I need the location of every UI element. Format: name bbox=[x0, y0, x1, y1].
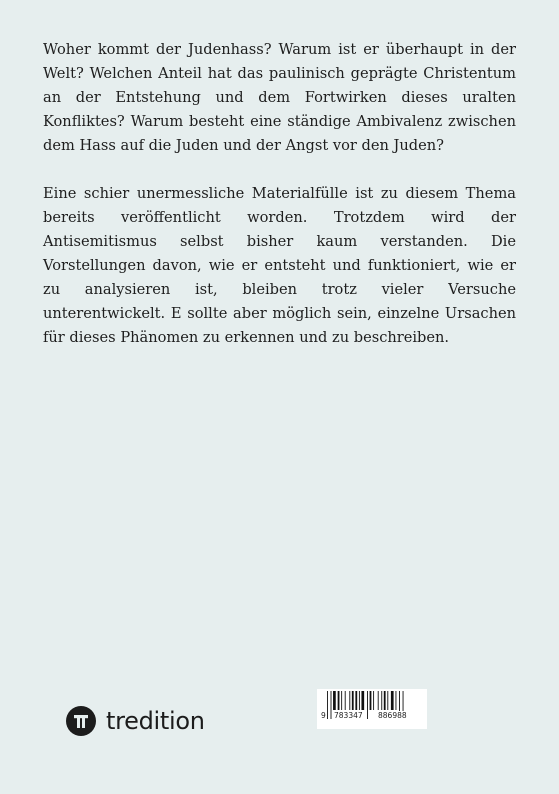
barcode-bar bbox=[338, 691, 340, 710]
barcode-bar bbox=[327, 691, 328, 719]
barcode-bar bbox=[367, 691, 368, 719]
barcode-bar bbox=[396, 691, 397, 710]
barcode-bar bbox=[333, 691, 336, 710]
barcode-bar bbox=[352, 691, 354, 710]
isbn-barcode bbox=[317, 689, 427, 729]
barcode-bar bbox=[345, 691, 346, 710]
barcode-bar bbox=[373, 691, 374, 710]
barcode-digits-right: 886988 bbox=[378, 711, 407, 720]
barcode-bar bbox=[384, 691, 386, 710]
barcode-bar bbox=[361, 691, 364, 710]
barcode-digit-first: 9 bbox=[321, 711, 326, 720]
barcode-bar bbox=[378, 691, 379, 710]
publisher-name: tredition bbox=[106, 707, 205, 735]
barcode-bar bbox=[391, 691, 394, 710]
barcode-bar bbox=[355, 691, 357, 710]
publisher-logo bbox=[66, 706, 205, 736]
barcode-bar bbox=[331, 691, 332, 719]
barcode-bar bbox=[359, 691, 360, 710]
blurb-paragraph-2: Eine schier unermessliche Materialfülle ist zu diesem Thema bereits veröffentlicht worden. Trotzdem wird der Antisemitismus selbst bisher kaum verstanden. Die Vorstellungen davon, wie er entsteht und funktioniert, wie er zu analysieren ist, bleiben trotz vieler Versuche unterentwickelt. E sollte aber möglich sein, einzelne Ursachen für dieses Phänomen zu erkennen und zu beschreiben. bbox=[43, 185, 516, 346]
barcode-bar bbox=[387, 691, 388, 710]
barcode-bar bbox=[349, 691, 350, 710]
blurb-paragraph-1: Woher kommt der Judenhass? Warum ist er überhaupt in der Welt? Welchen Anteil hat das paulinisch geprägte Christentum an der Entstehung und dem Fortwirken dieses uralten Konfliktes? Warum besteht eine ständige Ambivalenz zwischen dem Hass auf die Juden und der Angst vor den Juden? bbox=[43, 41, 516, 154]
barcode-bar bbox=[341, 691, 342, 710]
barcode-bar bbox=[381, 691, 382, 710]
back-cover-blurb bbox=[43, 38, 516, 350]
tredition-logo-icon bbox=[66, 706, 96, 736]
barcode-digits-left: 783347 bbox=[334, 711, 363, 720]
barcode-bar bbox=[370, 691, 372, 710]
